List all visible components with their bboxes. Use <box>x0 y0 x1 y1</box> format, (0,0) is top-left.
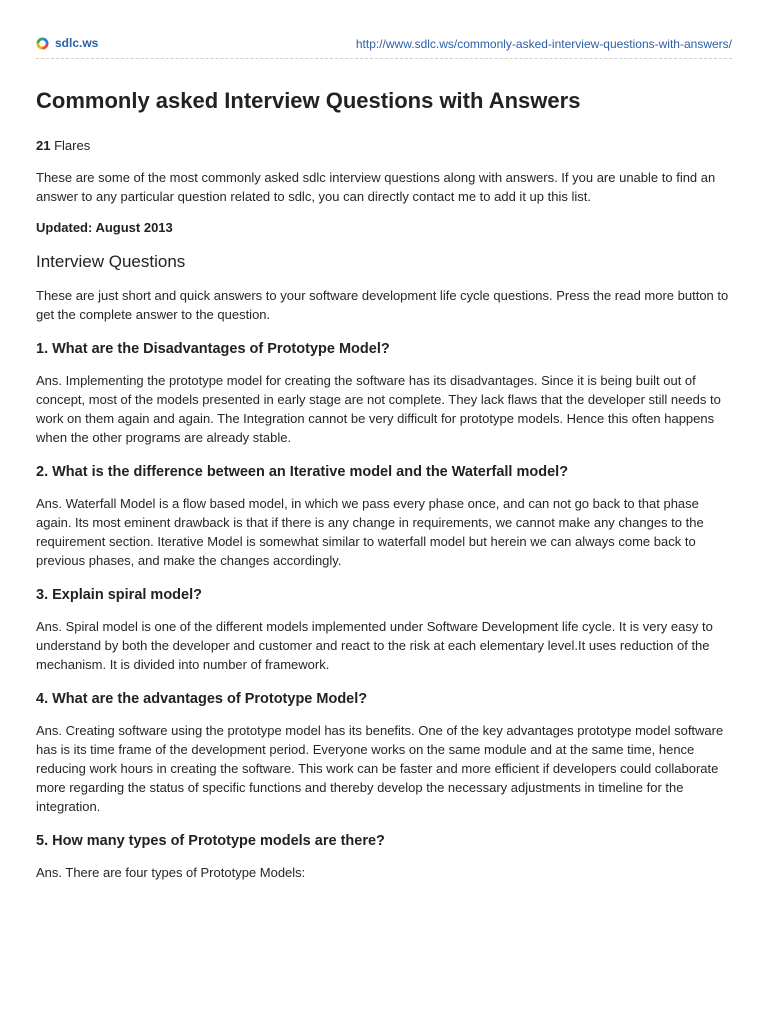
answer-paragraph: Ans. Spiral model is one of the different models implemented under Software Development life cycle. It is very easy to understand by both the developer and customer and react to the risk at each elementary level.It uses reduction of the mechanism. It is divided into number of framework. <box>36 619 713 672</box>
site-name: sdlc.ws <box>55 36 99 50</box>
page-title: Commonly asked Interview Questions with Answers <box>36 88 581 113</box>
question-heading: 3. Explain spiral model? <box>36 587 202 603</box>
question-heading: 5. How many types of Prototype models are there? <box>36 833 385 849</box>
question-item <box>36 462 732 570</box>
site-logo-icon <box>36 37 49 50</box>
section-heading: Interview Questions <box>36 252 186 271</box>
page-url-link[interactable]: http://www.sdlc.ws/commonly-asked-interview-questions-with-answers/ <box>355 37 732 51</box>
site-link[interactable] <box>36 36 98 50</box>
section-intro-paragraph: These are just short and quick answers to your software development life cycle questions. Press the read more button to get the complete answer to the question. <box>36 288 729 322</box>
answer-paragraph: Ans. There are four types of Prototype Models: <box>36 865 306 880</box>
page <box>36 0 732 882</box>
question-item <box>36 689 732 816</box>
answer-paragraph: Ans. Creating software using the prototype model has its benefits. One of the key advantages prototype model software has is its time frame of the development period. Everyone works on the same module and at the same time, hence reducing work hours in creating the software. This work can be faster and more efficient if developers could collaborate more regarding the status of specific functions and thereby develop the necessary adjustments in timeline for the integration. <box>36 723 724 814</box>
updated-date: Updated: August 2013 <box>36 220 173 235</box>
question-item <box>36 585 732 674</box>
answer-paragraph: Ans. Implementing the prototype model for creating the software has its disadvantages. Since it is being built out of concept, most of the models presented in early stage are not complete. They lack flaws that the developer still needs to work on them again and again. The Integration cannot be very difficult for prototype models. Hence this often happens when the other programs are already stable. <box>36 373 721 445</box>
flares-count: 21 <box>36 138 51 153</box>
question-item <box>36 339 732 447</box>
question-list <box>36 339 732 882</box>
page-header <box>36 0 732 59</box>
intro-paragraph: These are some of the most commonly asked sdlc interview questions along with answers. If you are unable to find an answer to any particular question related to sdlc, you can directly contact me to add it up this list. <box>36 170 716 204</box>
question-item <box>36 831 732 882</box>
question-heading: 4. What are the advantages of Prototype Model? <box>36 691 368 707</box>
question-heading: 2. What is the difference between an Iterative model and the Waterfall model? <box>36 464 569 480</box>
flares-counter[interactable] <box>36 137 732 154</box>
flares-label: Flares <box>54 138 91 153</box>
question-heading: 1. What are the Disadvantages of Prototype Model? <box>36 341 390 357</box>
answer-paragraph: Ans. Waterfall Model is a flow based model, in which we pass every phase once, and can not go back to that phase again. Its most eminent drawback is that if there is any change in requirements, we cannot make any changes to the requirement section. Iterative Model is somewhat similar to waterfall model but herein we can always come back to previous phases, and make the changes accordingly. <box>36 496 704 568</box>
